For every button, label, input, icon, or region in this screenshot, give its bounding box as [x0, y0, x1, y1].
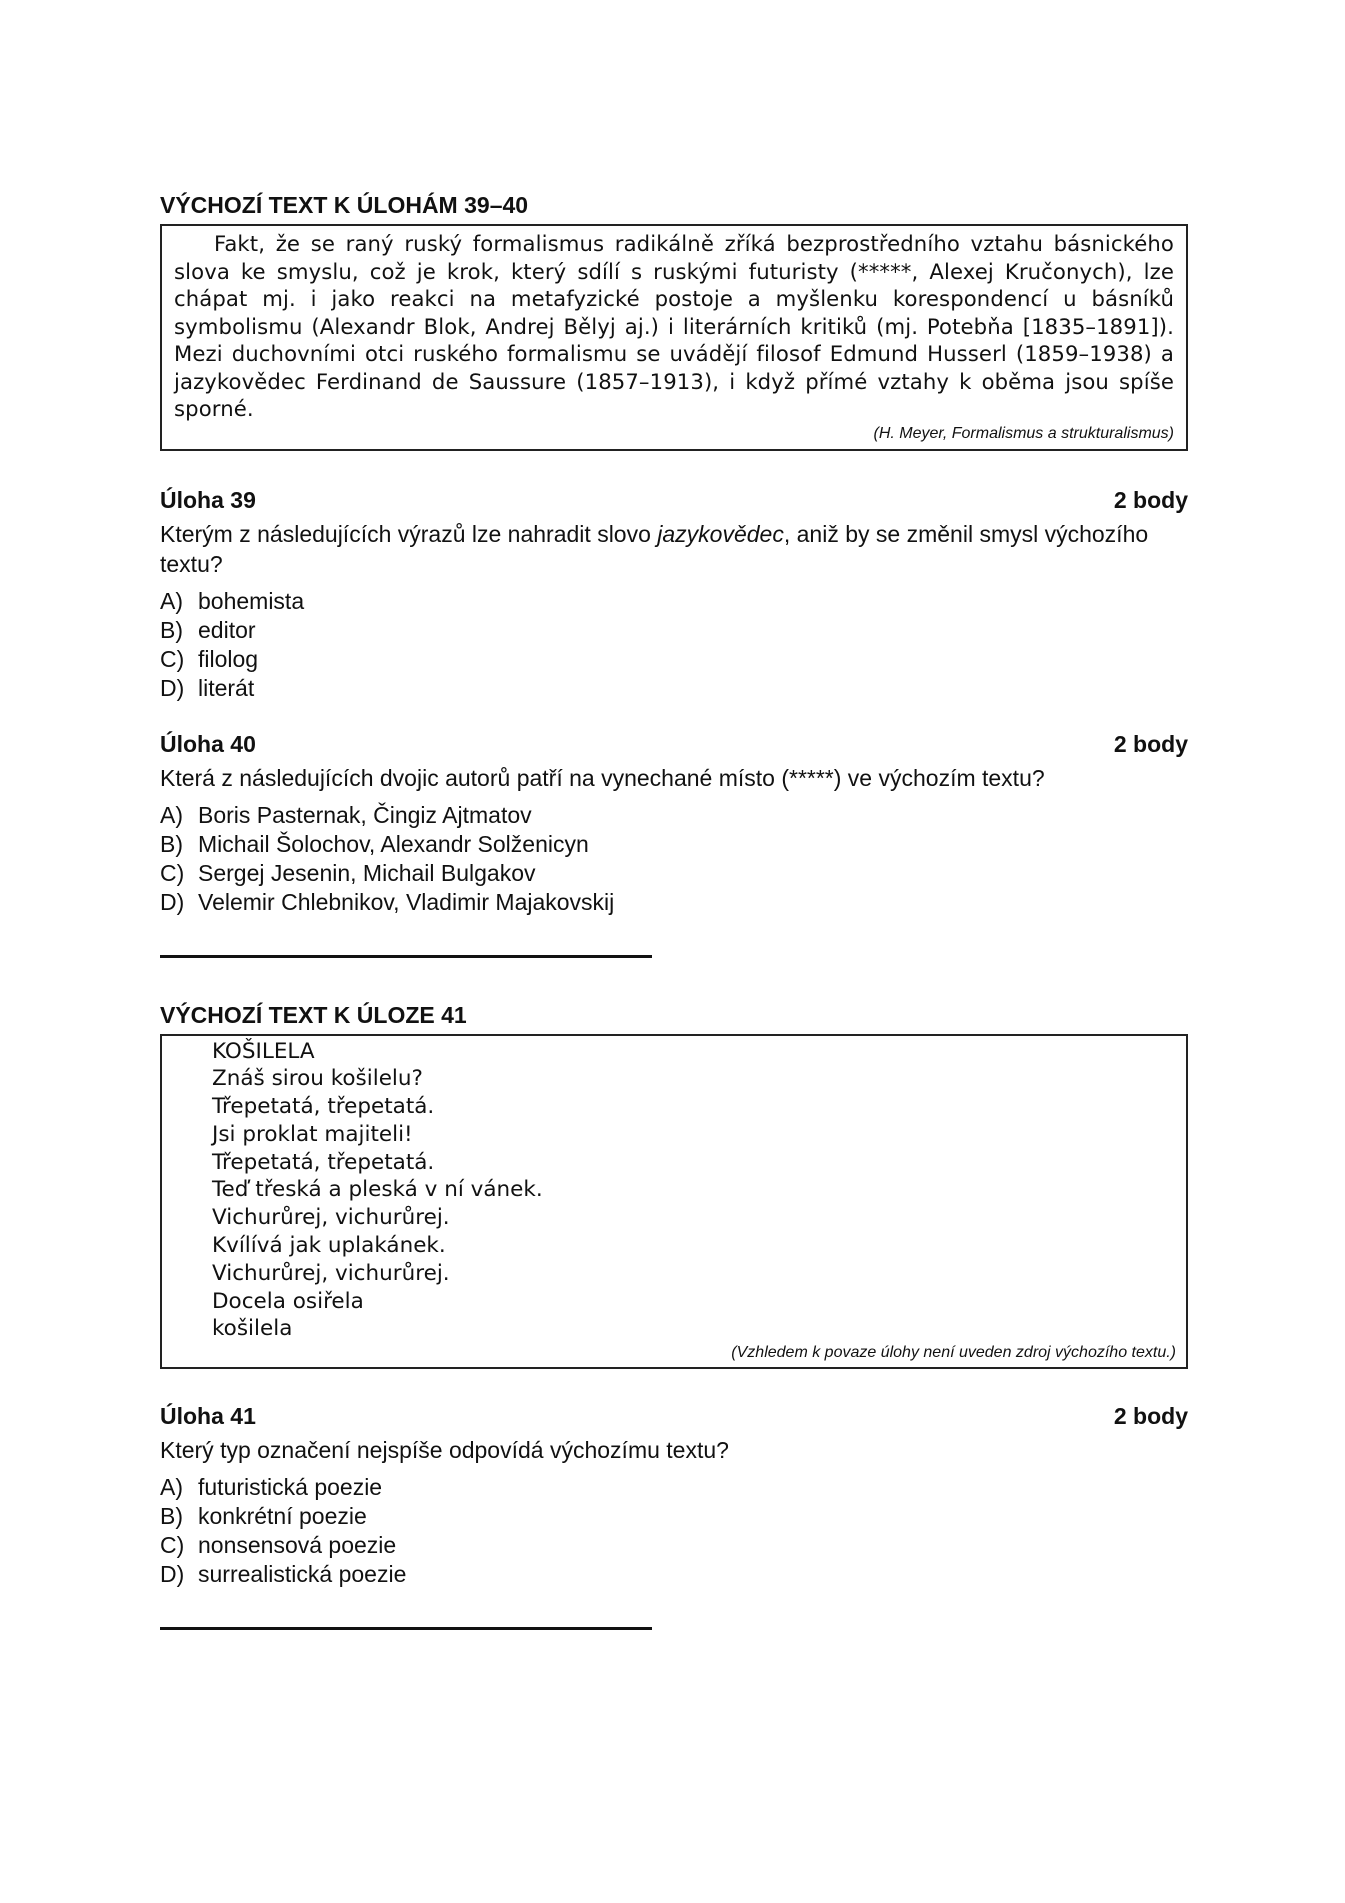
task-39-option-a[interactable] — [160, 587, 1188, 616]
poem — [172, 1038, 1176, 1344]
option-letter: A) — [160, 801, 183, 828]
task-41-option-b[interactable] — [160, 1502, 1188, 1531]
task-40-question: Která z následujících dvojic autorů patří na vynechané místo (*****) ve výchozím textu? — [160, 764, 1045, 791]
option-text: bohemista — [198, 587, 305, 614]
option-letter: D) — [160, 1561, 185, 1588]
poem-line: Vichurůrej, vichurůrej. — [212, 1205, 450, 1231]
task-39-option-d[interactable] — [160, 674, 1188, 703]
option-text: Boris Pasternak, Čingiz Ajtmatov — [198, 801, 532, 828]
option-text: konkrétní poezie — [198, 1503, 367, 1530]
option-text: futuristická poezie — [198, 1474, 383, 1501]
option-letter: A) — [160, 1474, 183, 1501]
task-40-option-c[interactable] — [160, 859, 1188, 888]
task-39-header — [160, 485, 1188, 515]
task-39-option-b[interactable] — [160, 616, 1188, 645]
poem-line: Znáš sirou košilelu? — [212, 1066, 423, 1092]
option-letter: B) — [160, 1503, 183, 1530]
source-citation: (H. Meyer, Formalismus a strukturalismus) — [873, 424, 1174, 442]
task-40-option-a[interactable] — [160, 801, 1188, 830]
task-41 — [160, 1401, 1188, 1589]
task-39-question-start: Kterým z následujících výrazů lze nahradit slovo — [160, 520, 658, 547]
poem-line: Vichurůrej, vichurůrej. — [212, 1260, 450, 1286]
task-39-question-end: , aniž by se změnil smysl výchozího textu? — [160, 520, 1149, 577]
section-heading-39-40: VÝCHOZÍ TEXT K ÚLOHÁM 39–40 — [160, 192, 529, 218]
task-40-title: Úloha 40 — [160, 730, 256, 757]
task-40-points: 2 body — [1113, 730, 1188, 757]
task-41-option-c[interactable] — [160, 1531, 1188, 1560]
option-letter: C) — [160, 645, 185, 672]
source-passage: Fakt, že se raný ruský formalismus radikálně zříká bezprostředního vztahu básnického slova ke smyslu, což je krok, který sdílí s ruskými futuristy (*****, Alexej Kručonych), lze chápat mj. i jako reakci na metafyzické postoje a myšlenku korespondencí u básníků symbolismu (Alexandr Blok, Andrej Bělyj aj.) i literárních kritiků (mj. Potebňa [1835–1891]). Mezi duchovními otci ruského formalismu se uvádějí filosof Edmund Husserl (1859–1938) a jazykovědec Ferdinand de Saussure (1857–1913), i když přímé vztahy k oběma jsou spíše sporné. — [174, 231, 1174, 421]
task-40-options — [160, 801, 1188, 917]
poem-line: KOŠILELA — [212, 1038, 315, 1064]
option-text: Michail Šolochov, Alexandr Solženicyn — [198, 830, 589, 857]
poem-line: košilela — [212, 1316, 293, 1342]
task-41-header — [160, 1401, 1188, 1431]
task-40-header — [160, 729, 1188, 759]
section-divider-bottom — [160, 1627, 652, 1630]
task-39-title: Úloha 39 — [160, 486, 256, 513]
section-heading-41: VÝCHOZÍ TEXT K ÚLOZE 41 — [160, 1001, 467, 1028]
option-text: Velemir Chlebnikov, Vladimir Majakovskij — [198, 888, 615, 915]
task-39-option-c[interactable] — [160, 645, 1188, 674]
exam-page — [160, 188, 1188, 1630]
poem-line: Jsi proklat majiteli! — [212, 1121, 413, 1147]
poem-line: Teď třeská a pleská v ní vánek. — [212, 1177, 543, 1203]
option-letter: B) — [160, 616, 183, 643]
option-letter: C) — [160, 1532, 185, 1559]
poem-citation: (Vzhledem k povaze úlohy není uveden zdroj výchozího textu.) — [731, 1344, 1176, 1362]
task-41-points: 2 body — [1113, 1403, 1188, 1430]
task-41-options — [160, 1473, 1188, 1589]
option-text: surrealistická poezie — [198, 1561, 407, 1588]
task-40-option-b[interactable] — [160, 830, 1188, 859]
poem-line: Docela osiřela — [212, 1288, 364, 1314]
task-41-question: Který typ označení nejspíše odpovídá výchozímu textu? — [160, 1437, 729, 1464]
task-41-option-a[interactable] — [160, 1473, 1188, 1502]
poem-line: Třepetatá, třepetatá. — [212, 1149, 435, 1175]
option-letter: A) — [160, 587, 183, 614]
poem-line: Kvílívá jak uplakánek. — [212, 1233, 446, 1259]
task-40 — [160, 729, 1188, 917]
poem-line: Třepetatá, třepetatá. — [212, 1094, 435, 1120]
option-letter: D) — [160, 888, 185, 915]
task-41-title: Úloha 41 — [160, 1403, 256, 1430]
task-40-option-d[interactable] — [160, 888, 1188, 917]
source-text-box-39-40 — [160, 224, 1188, 451]
option-text: nonsensová poezie — [198, 1532, 397, 1559]
task-39-points: 2 body — [1113, 486, 1188, 513]
source-text-box-41 — [160, 1034, 1188, 1370]
option-letter: B) — [160, 830, 183, 857]
option-text: editor — [198, 616, 256, 643]
option-letter: C) — [160, 859, 185, 886]
task-39-question — [160, 519, 1188, 579]
task-41-option-d[interactable] — [160, 1560, 1188, 1589]
option-letter: D) — [160, 674, 185, 701]
option-text: filolog — [198, 645, 259, 672]
task-39-options — [160, 587, 1188, 703]
task-39-question-term: jazykovědec — [657, 520, 784, 547]
option-text: Sergej Jesenin, Michail Bulgakov — [198, 859, 536, 886]
option-text: literát — [198, 674, 255, 701]
task-39 — [160, 485, 1188, 703]
